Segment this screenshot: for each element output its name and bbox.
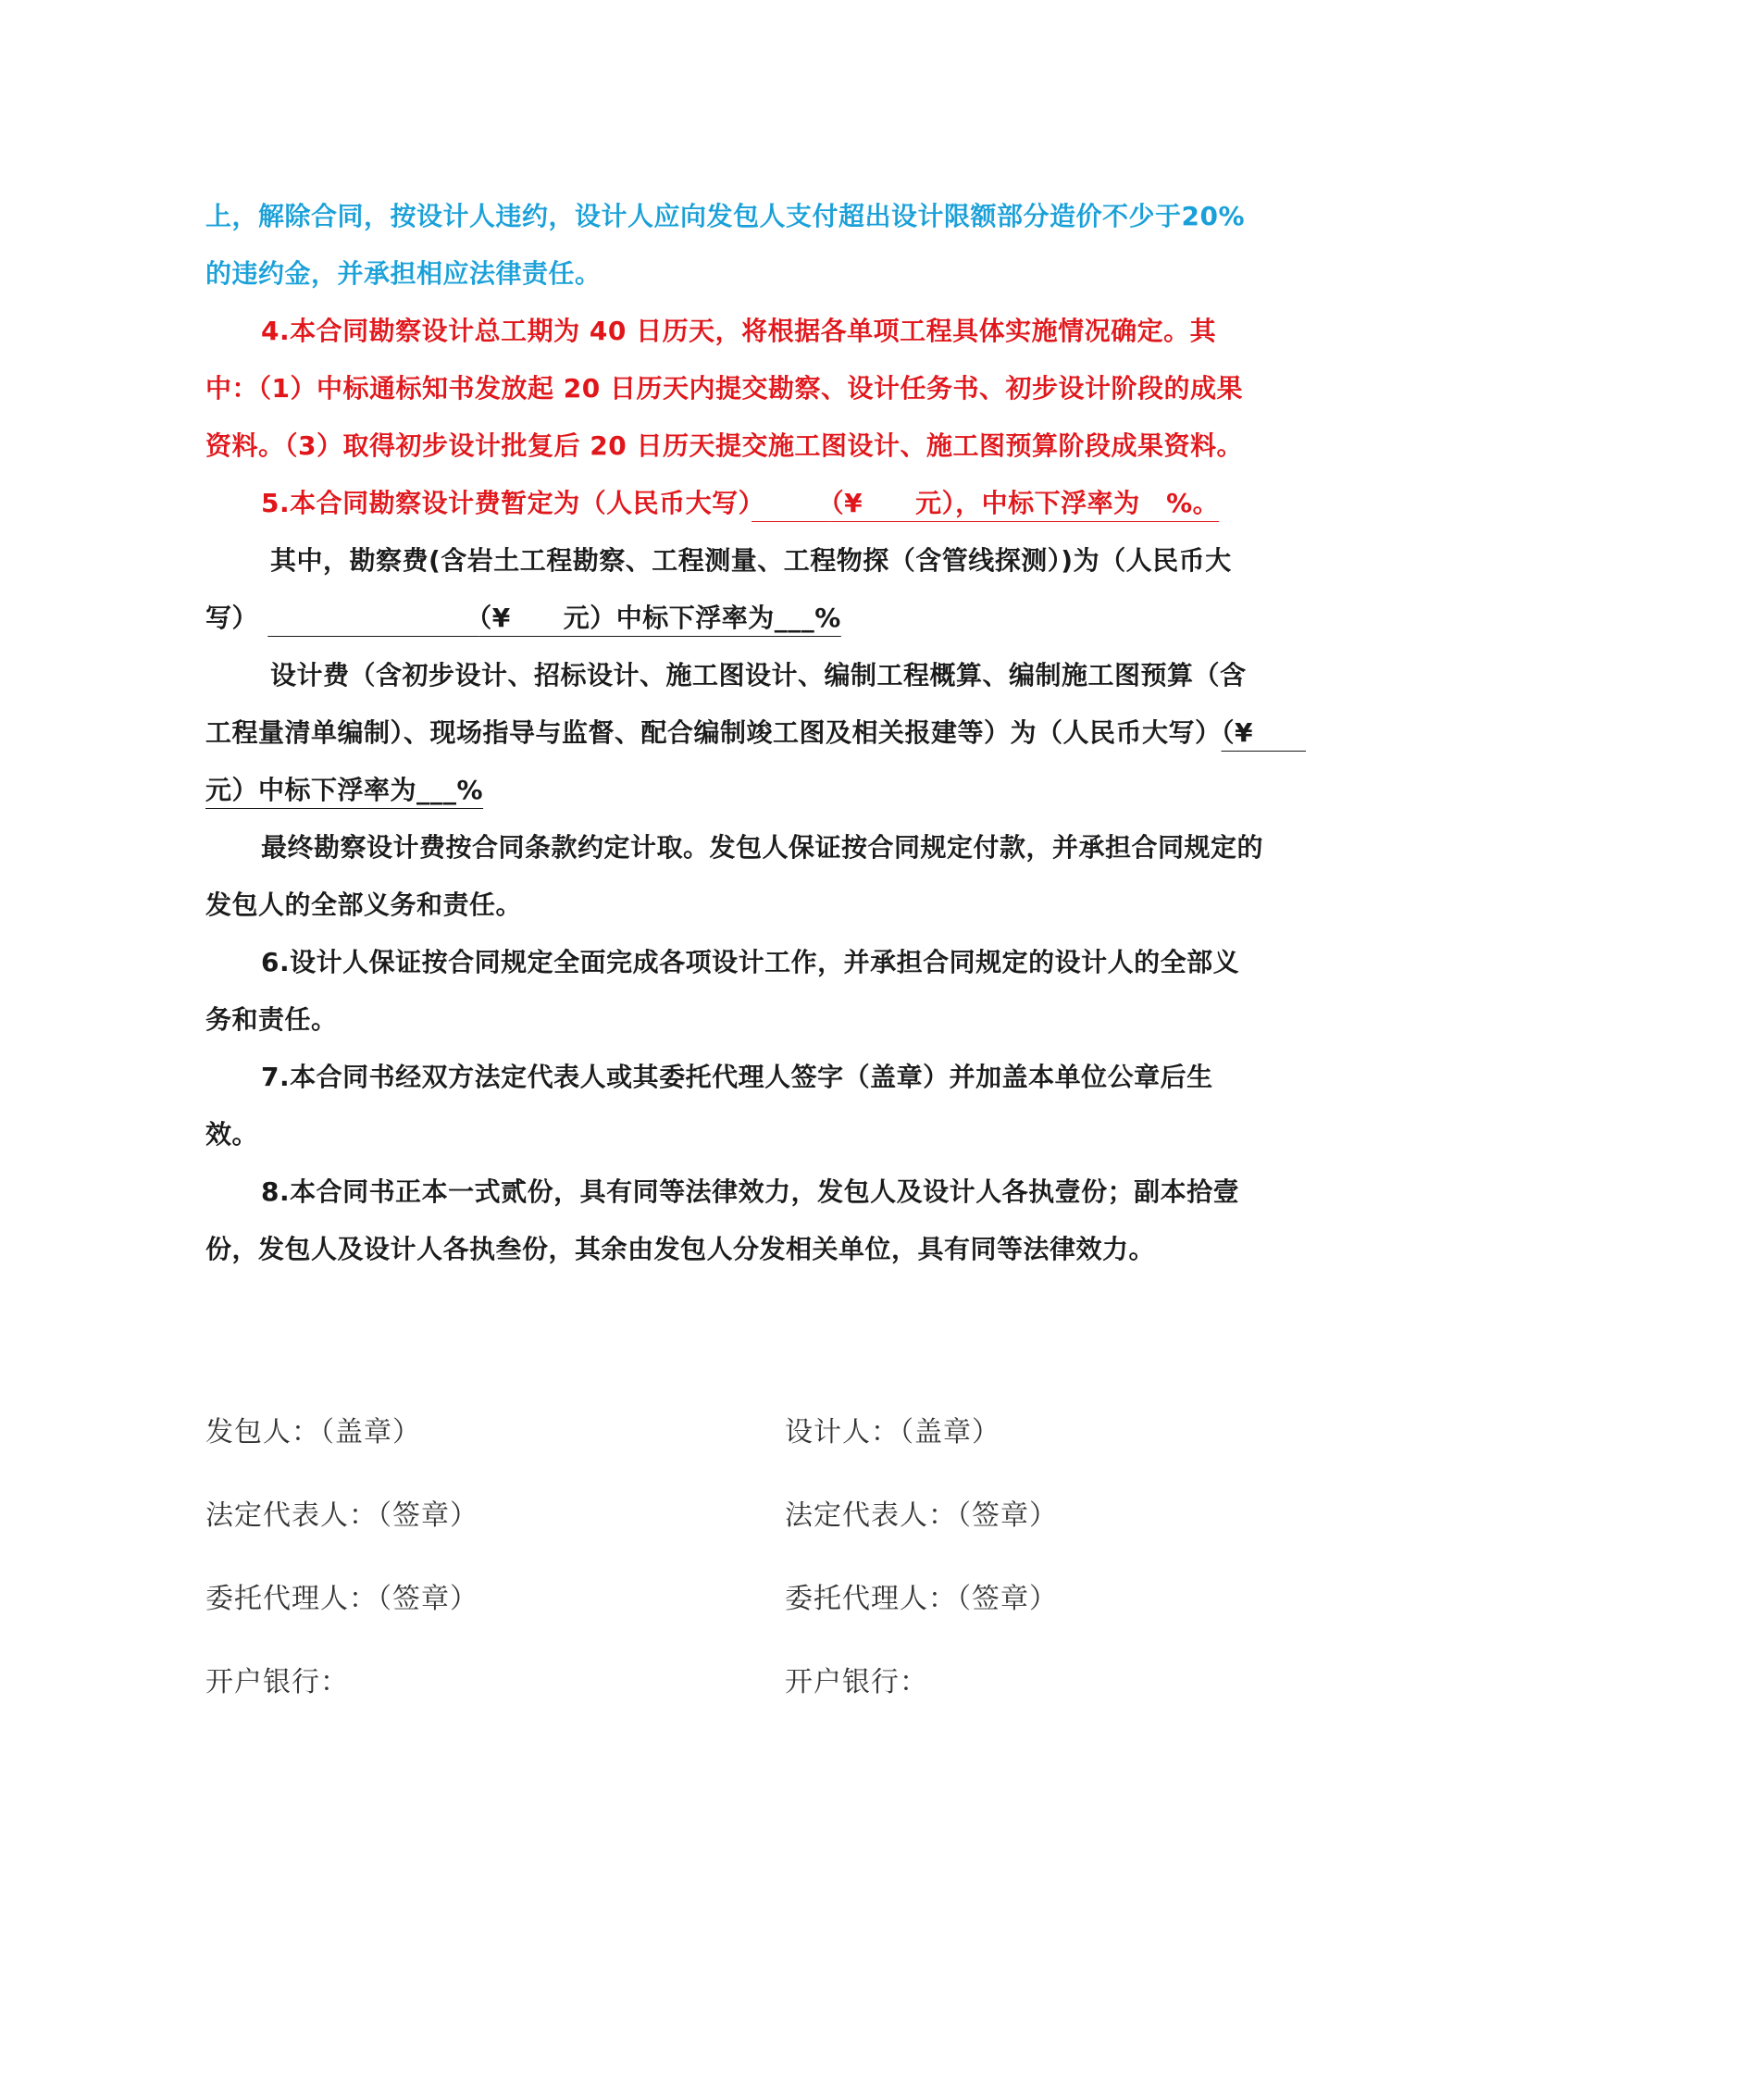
design-fee-text: （¥ 元）中标下浮率为___% bbox=[205, 717, 1307, 805]
paragraph-8: 8.本合同书正本一式贰份，具有同等法律效力，发包人及设计人各执壹份；副本拾壹份，发包人及设计人各执叁份，其余由发包人分发相关单位，具有同等法律效力。 bbox=[205, 1176, 1240, 1264]
designer-agent: 委托代理人：（签章） bbox=[785, 1584, 1058, 1614]
contract-body bbox=[205, 188, 1307, 1278]
designer-bank: 开户银行： bbox=[785, 1667, 928, 1698]
paragraph-penalty: 上，解除合同，按设计人违约，设计人应向发包人支付超出设计限额部分造价不少于20%的违约金，并承担相应法律责任。 bbox=[205, 201, 1246, 289]
paragraph-5-fee bbox=[205, 475, 1264, 532]
employer-bank: 开户银行： bbox=[205, 1667, 349, 1698]
paragraph-6: 6.设计人保证按合同规定全面完成各项设计工作，并承担合同规定的设计人的全部义务和责任。 bbox=[205, 947, 1240, 1035]
fee-amount-blank bbox=[752, 488, 1219, 518]
survey-fee-text: （¥ 元）中标下浮率为___% bbox=[478, 603, 841, 633]
paragraph-7: 7.本合同书经双方法定代表人或其委托代理人签字（盖章）并加盖本单位公章后生效。 bbox=[205, 1062, 1213, 1150]
fee-amount-text: （¥ 元），中标下浮率为 %。 bbox=[830, 488, 1220, 518]
paragraph-final-fee: 最终勘察设计费按合同条款约定计取。发包人保证按合同规定付款，并承担合同规定的发包人的全部义务和责任。 bbox=[205, 832, 1264, 920]
survey-fee-blank bbox=[267, 603, 841, 633]
paragraph-4-schedule: 4.本合同勘察设计总工期为 40 日历天，将根据各单项工程具体实施情况确定。其中：（1）中标通标知书发放起 20 日历天内提交勘察、设计任务书、初步设计阶段的成果资料。（3）取得初步设计批复后 20 日历天提交施工图设计、施工图预算阶段成果资料。 bbox=[205, 316, 1243, 461]
fee-label: 5.本合同勘察设计费暂定为（人民币大写） bbox=[261, 488, 752, 518]
designer-legal-rep: 法定代表人：（签章） bbox=[785, 1500, 1058, 1531]
employer-seal: 发包人：（盖章） bbox=[205, 1417, 421, 1448]
employer-agent: 委托代理人：（签章） bbox=[205, 1584, 478, 1614]
paragraph-design-fee bbox=[205, 647, 1307, 819]
design-fee-label: 设计费（含初步设计、招标设计、施工图设计、编制工程概算、编制施工图预算（含工程量清单编制）、现场指导与监督、配合编制竣工图及相关报建等）为（人民币大写） bbox=[205, 660, 1247, 748]
employer-legal-rep: 法定代表人：（签章） bbox=[205, 1500, 478, 1531]
designer-seal: 设计人：（盖章） bbox=[785, 1417, 1000, 1448]
survey-fee-label: 其中，勘察费(含岩土工程勘察、工程测量、工程物探（含管线探测）)为（人民币大写） bbox=[205, 545, 1232, 633]
paragraph-survey-fee bbox=[205, 532, 1264, 647]
